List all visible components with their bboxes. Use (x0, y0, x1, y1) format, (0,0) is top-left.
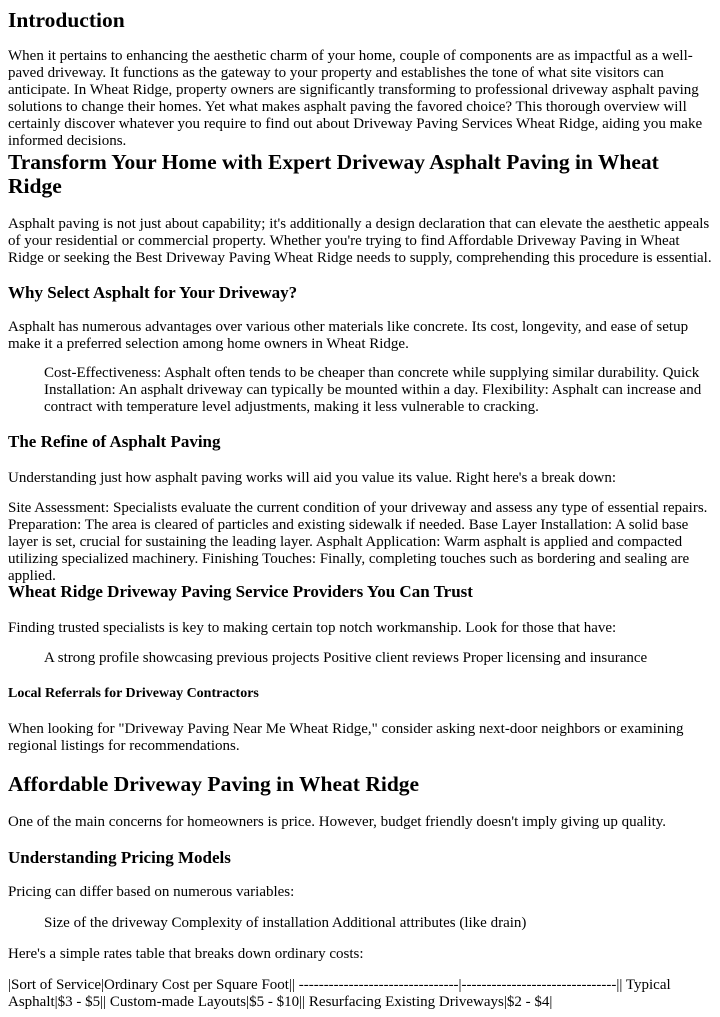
qualities-blockquote: A strong profile showcasing previous projects Positive client reviews Proper licensing and insurance (44, 650, 648, 666)
referrals-paragraph: When looking for "Driveway Paving Near Me Wheat Ridge," consider asking next-door neighbors or examining regional listings for recommendations. (8, 721, 684, 754)
pricing-table-intro: Here's a simple rates table that breaks down ordinary costs: (8, 946, 364, 962)
intro-paragraph: When it pertains to enhancing the aesthetic charm of your home, couple of components are as impactful as a well-paved driveway. It functions as the gateway to your property and establishes the tone of what site visitors can anticipate. In Wheat Ridge, property owners are significantly transforming to professional driveway asphalt paving solutions to change their homes. Yet what makes asphalt paving the favored choice? This thorough overview will certainly discover whatever you require to find out about Driveway Paving Services Wheat Ridge, aiding you make informed decisions. (8, 48, 703, 149)
pricing-paragraph: Pricing can differ based on numerous variables: (8, 884, 295, 900)
heading-introduction: Introduction (8, 8, 125, 32)
trust-paragraph: Finding trusted specialists is key to making certain top notch workmanship. Look for those that have: (8, 620, 617, 636)
refine-paragraph: Understanding just how asphalt paving works will aid you value its value. Right here's a break down: (8, 470, 617, 486)
heading-trusted-providers: Wheat Ridge Driveway Paving Service Providers You Can Trust (8, 582, 473, 601)
heading-refine: The Refine of Asphalt Paving (8, 432, 221, 451)
benefits-blockquote: Cost-Effectiveness: Asphalt often tends to be cheaper than concrete while supplying similar durability. Quick Installation: An asphalt driveway can typically be mounted within a day. Flexibility: Asphalt can increase and contract with temperature level adjustments, making it less vulnerable to cracking. (44, 365, 702, 415)
heading-local-referrals: Local Referrals for Driveway Contractors (8, 686, 259, 701)
heading-transform: Transform Your Home with Expert Driveway Asphalt Paving in Wheat Ridge (8, 150, 659, 198)
heading-why-asphalt: Why Select Asphalt for Your Driveway? (8, 283, 298, 302)
pricing-table-raw: |Sort of Service|Ordinary Cost per Square Foot|| --------------------------------|-------------------------------|| Typical Asphalt|$3 - $5|| Custom-made Layouts|$5 - $10|| Resurfacing Existing Driveways|$2 - $4| (8, 977, 671, 1010)
refine-steps-paragraph: Site Assessment: Specialists evaluate the current condition of your driveway and assess any type of essential repairs. Preparation: The area is cleared of particles and existing sidewalk if needed. Base Layer Installation: A solid base layer is set, crucial for sustaining the leading layer. Asphalt Application: Warm asphalt is applied and compacted utilizing specialized machinery. Finishing Touches: Finally, completing touches such as bordering and sealing are applied. (8, 500, 708, 584)
heading-affordable: Affordable Driveway Paving in Wheat Ridge (8, 772, 420, 796)
why-paragraph: Asphalt has numerous advantages over various other materials like concrete. Its cost, longevity, and ease of setup make it a preferred selection among home owners in Wheat Ridge. (8, 319, 689, 352)
transform-paragraph: Asphalt paving is not just about capability; it's additionally a design declaration that can elevate the aesthetic appeals of your residential or commercial property. Whether you're trying to find Affordable Driveway Paving in Wheat Ridge or seeking the Best Driveway Paving Wheat Ridge needs to supply, comprehending this procedure is essential. (8, 216, 712, 266)
affordable-paragraph: One of the main concerns for homeowners is price. However, budget friendly doesn't imply giving up quality. (8, 814, 667, 830)
heading-pricing-models: Understanding Pricing Models (8, 848, 231, 867)
pricing-factors-blockquote: Size of the driveway Complexity of installation Additional attributes (like drain) (44, 915, 527, 931)
